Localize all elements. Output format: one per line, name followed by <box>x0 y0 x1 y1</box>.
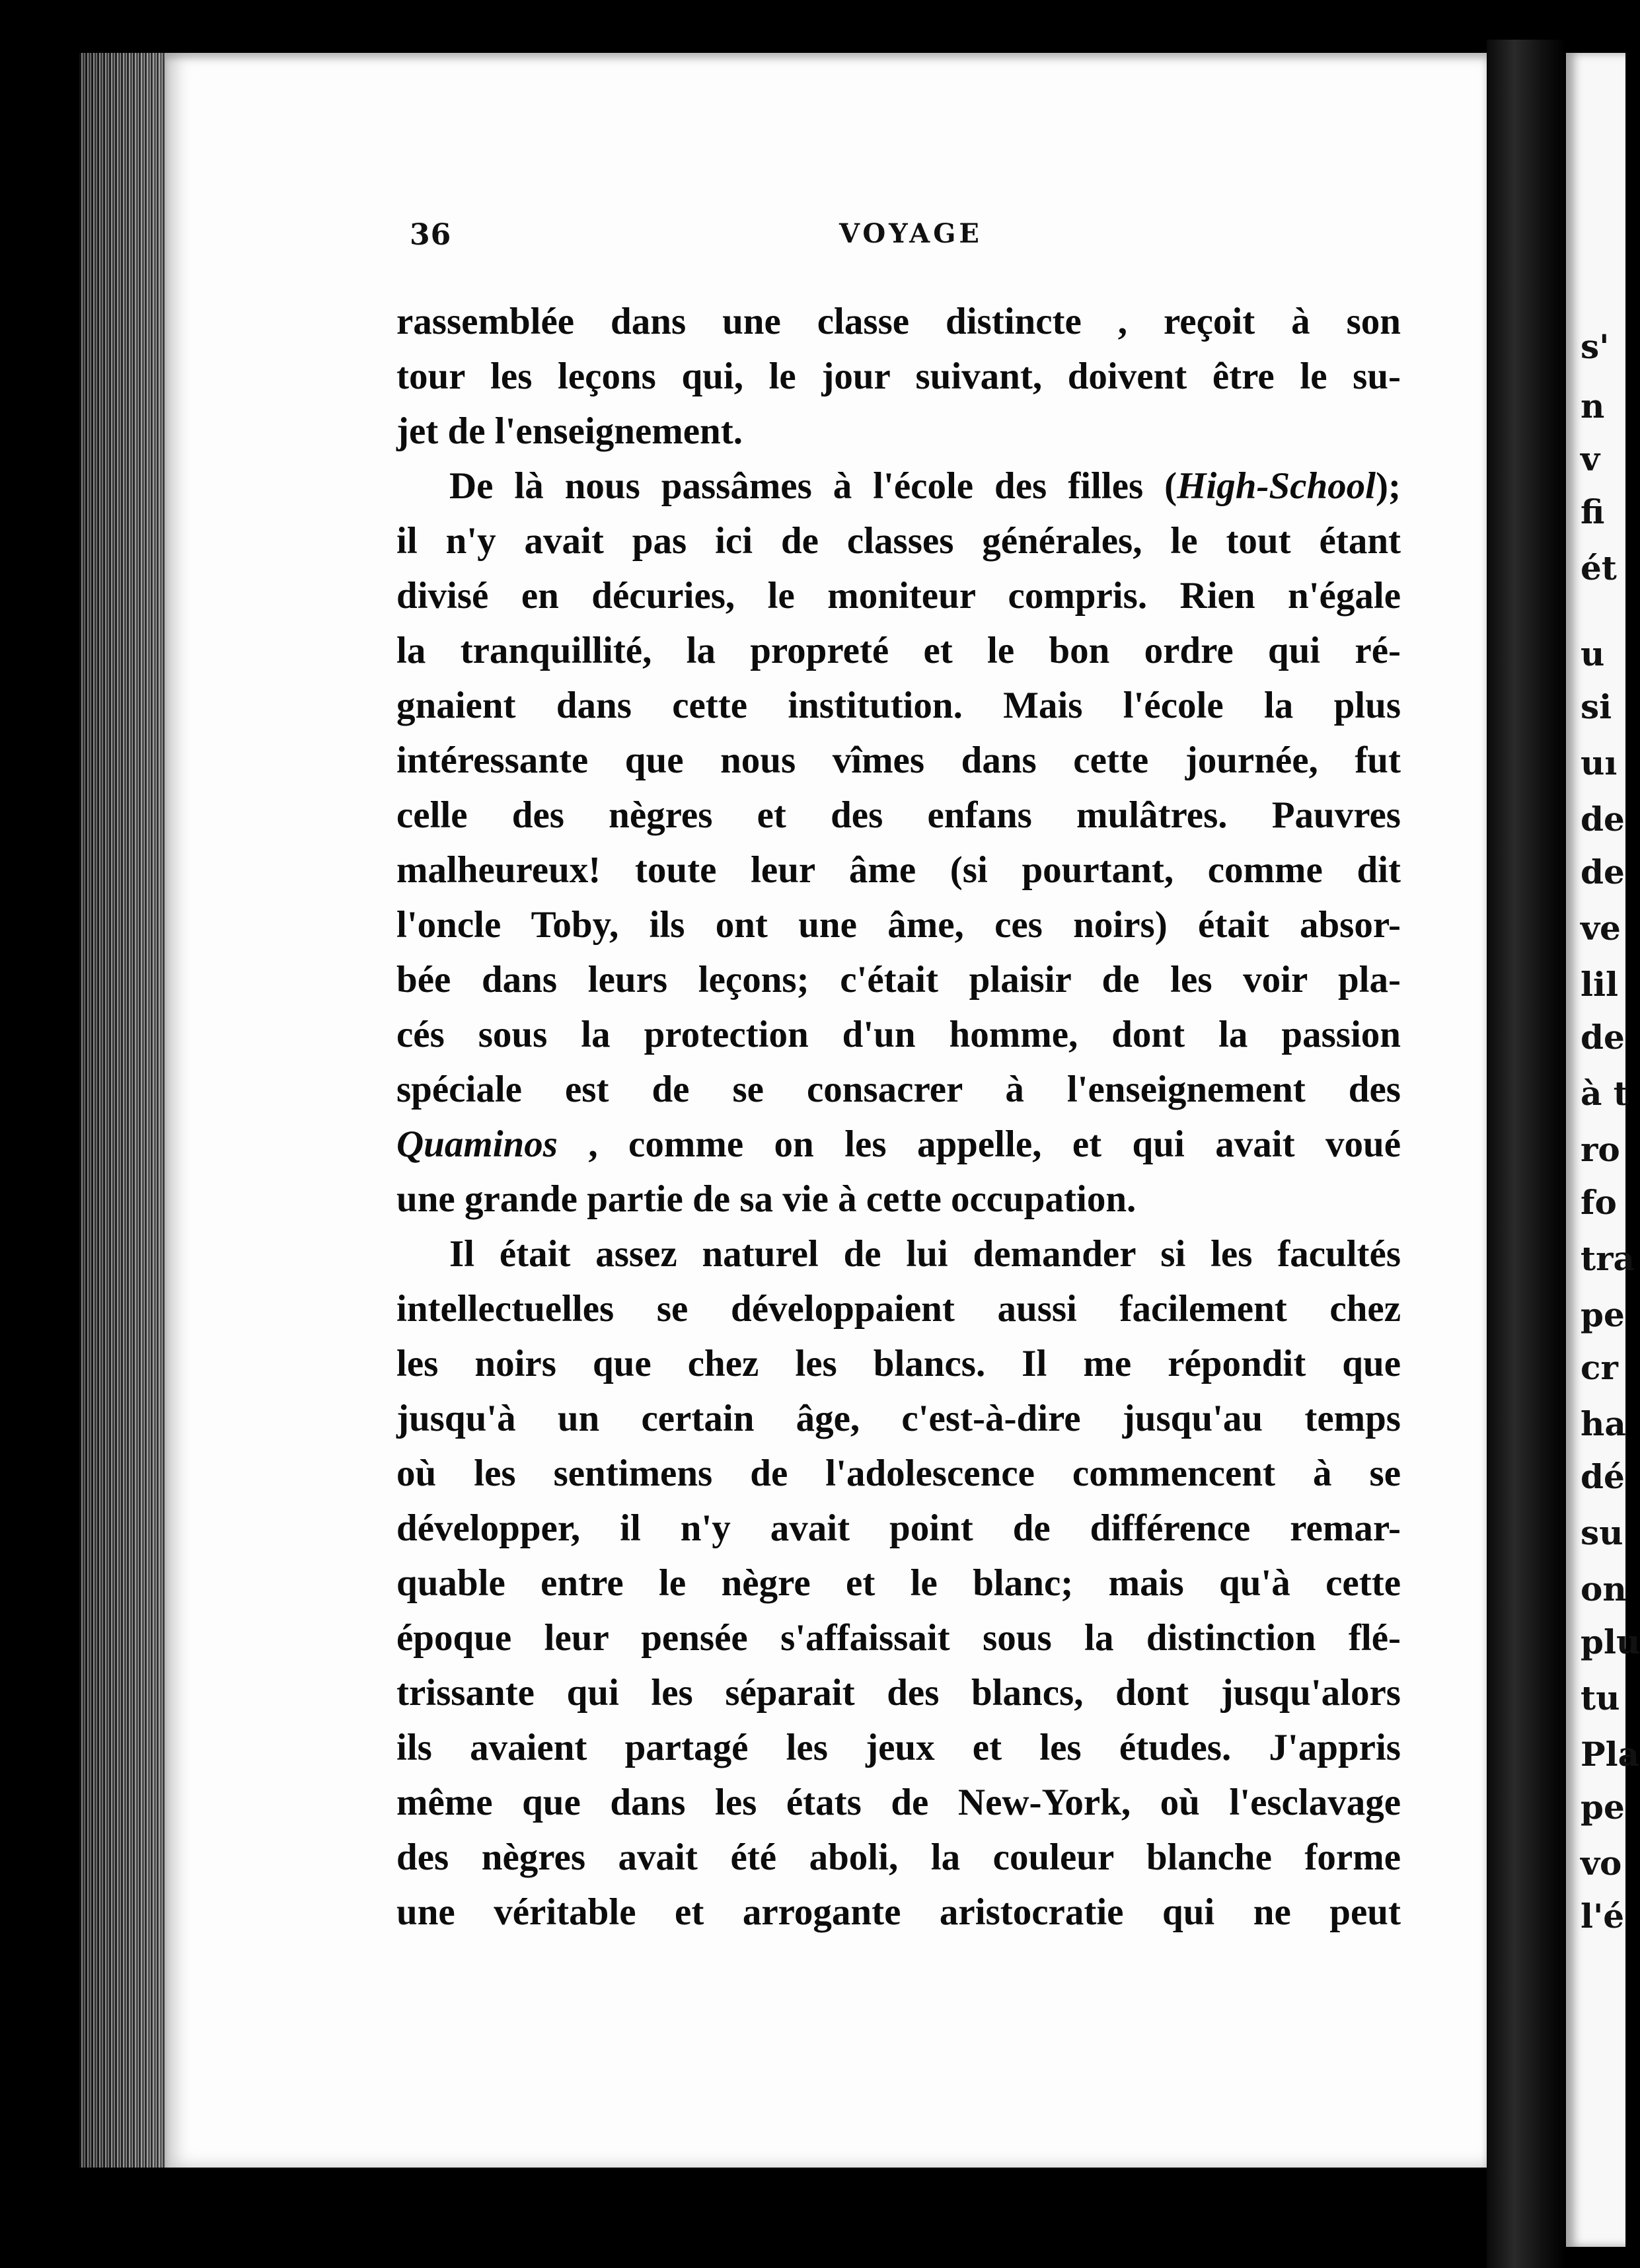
facing-page-fragment: uı <box>1581 743 1618 782</box>
facing-page-fragment: fi <box>1581 492 1605 531</box>
text-line: bée dans leurs leçons; c'était plaisir de les voir pla- <box>396 959 1401 1001</box>
facing-page-fragment: n <box>1581 387 1605 426</box>
text-line: cés sous la protection d'un homme, dont la passion <box>396 1014 1401 1055</box>
text-line: trissante qui les séparait des blancs, dont jusqu'alors <box>396 1672 1401 1714</box>
text-line: une véritable et arrogante aristocratie qui ne peut <box>396 1891 1401 1933</box>
facing-page-fragment: su <box>1581 1513 1623 1552</box>
facing-page-fragment: à t <box>1581 1074 1629 1113</box>
book-gutter <box>1487 40 1566 2268</box>
text-line: la tranquillité, la propreté et le bon ordre qui ré- <box>396 630 1401 671</box>
text-line: rassemblée dans une classe distincte , reçoit à son <box>396 301 1401 342</box>
facing-page-fragment: de <box>1581 852 1625 891</box>
text-line: même que dans les états de New-York, où l'esclavage <box>396 1782 1401 1823</box>
facing-page-fragment: si <box>1581 687 1612 726</box>
facing-page-fragment: Pla <box>1581 1735 1639 1774</box>
facing-page-fragment: fo <box>1581 1183 1617 1222</box>
facing-page <box>1566 53 1640 2247</box>
facing-page-fragment: tra <box>1581 1239 1635 1278</box>
text-line: des nègres avait été aboli, la couleur blanche forme <box>396 1836 1401 1878</box>
facing-page-fragment: u <box>1581 634 1605 673</box>
text-line <box>396 1117 1401 1172</box>
italic-term: Quaminos <box>396 1123 558 1165</box>
facing-page-fragment: pe <box>1581 1295 1625 1334</box>
text-line: époque leur pensée s'affaissait sous la distinction flé- <box>396 1617 1401 1659</box>
facing-page-fragment: vo <box>1581 1844 1622 1883</box>
facing-page-fragment: l'é <box>1581 1897 1625 1936</box>
page-number: 36 <box>410 218 452 252</box>
text-line: celle des nègres et des enfans mulâtres. Pauvres <box>396 794 1401 836</box>
facing-page-fragment: plu <box>1581 1622 1640 1661</box>
facing-page-fragment: v <box>1581 439 1600 478</box>
text-line: une grande partie de sa vie à cette occupation. <box>396 1178 1137 1220</box>
text-segment: ); <box>1376 465 1401 507</box>
text-line: gnaient dans cette institution. Mais l'école la plus <box>396 685 1401 726</box>
facing-page-fragment: s' <box>1581 327 1610 366</box>
text-line: intéressante que nous vîmes dans cette journée, fut <box>396 739 1401 781</box>
text-line: ils avaient partagé les jeux et les études. J'appris <box>396 1727 1401 1768</box>
text-line <box>396 459 1401 513</box>
text-line: Il était assez naturel de lui demander si les facultés <box>449 1233 1401 1275</box>
italic-term: High-School <box>1177 465 1376 507</box>
text-line: intellectuelles se développaient aussi facilement chez <box>396 1288 1401 1330</box>
facing-page-fragment: ro <box>1581 1130 1620 1169</box>
facing-page-fragment: cr <box>1581 1348 1618 1387</box>
text-line: tour les leçons qui, le jour suivant, doivent être le su- <box>396 356 1401 397</box>
facing-page-fragment: dé <box>1581 1457 1625 1496</box>
running-head <box>410 218 1388 258</box>
text-line: où les sentimens de l'adolescence commencent à se <box>396 1453 1401 1494</box>
facing-page-fragment: ha <box>1581 1404 1626 1443</box>
text-line: malheureux! toute leur âme (si pourtant, comme dit <box>396 849 1401 891</box>
facing-page-fragment: ve <box>1581 909 1621 948</box>
text-line: les noirs que chez les blancs. Il me répondit que <box>396 1343 1401 1384</box>
text-line: il n'y avait pas ici de classes générales, le tout étant <box>396 520 1401 562</box>
text-line: jusqu'à un certain âge, c'est-à-dire jusqu'au temps <box>396 1398 1401 1439</box>
facing-page-fragment: de <box>1581 1018 1625 1057</box>
facing-page-fragment: tu <box>1581 1679 1620 1718</box>
text-line: spéciale est de se consacrer à l'enseignement des <box>396 1069 1401 1110</box>
facing-page-fragment: lil <box>1581 965 1618 1004</box>
text-line: l'oncle Toby, ils ont une âme, ces noirs) était absor- <box>396 904 1401 946</box>
facing-page-fragment: de <box>1581 800 1625 839</box>
text-segment: De là nous passâmes à l'école des filles ( <box>449 465 1177 507</box>
facing-page-fragment: pe <box>1581 1788 1625 1827</box>
facing-page-fragment: on <box>1581 1569 1627 1608</box>
text-line: développer, il n'y avait point de différence remar- <box>396 1507 1401 1549</box>
text-line: quable entre le nègre et le blanc; mais qu'à cette <box>396 1562 1401 1604</box>
text-line: jet de l'enseignement. <box>396 410 743 452</box>
facing-page-fragment: ét <box>1581 548 1617 587</box>
text-line: divisé en décuries, le moniteur compris. Rien n'égale <box>396 575 1401 617</box>
running-title: VOYAGE <box>839 218 983 249</box>
text-segment: , comme on les appelle, et qui avait voué <box>557 1123 1401 1165</box>
body-text <box>396 294 1401 1940</box>
